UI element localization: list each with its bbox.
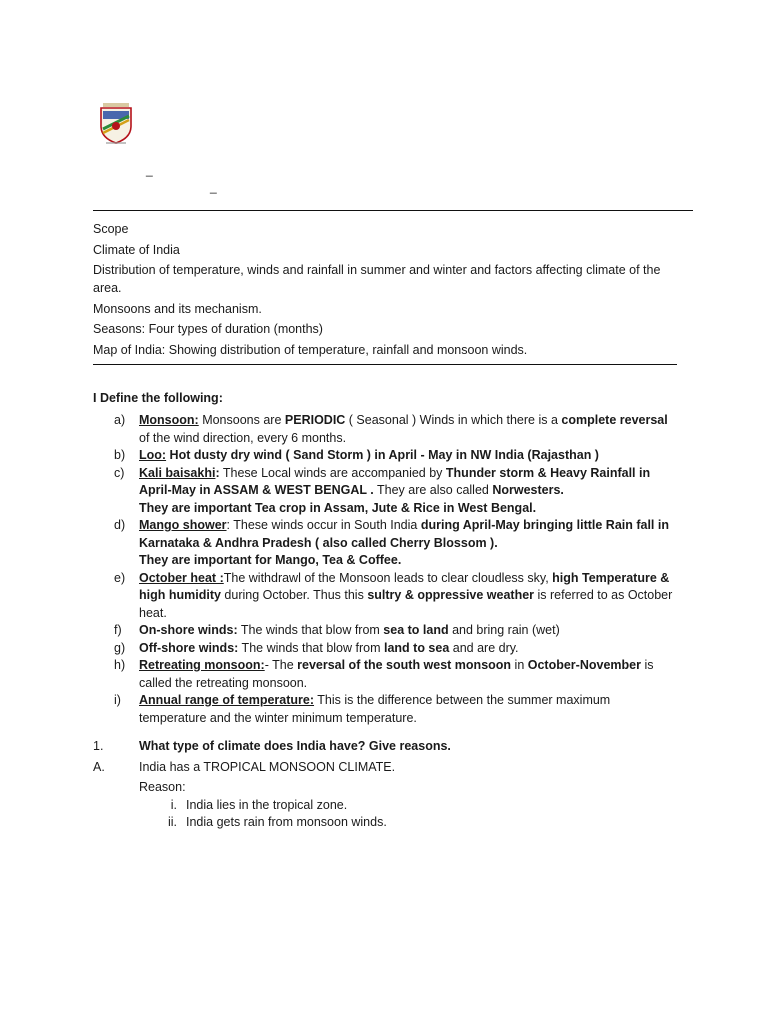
question-text: What type of climate does India have? Give reasons.: [139, 739, 451, 753]
section-heading: I Define the following:: [93, 391, 223, 405]
definition-term: October-November: [527, 658, 641, 672]
definition-fragment: These Local winds are accompanied by: [219, 465, 446, 480]
definition-item: [114, 447, 679, 465]
definition-term: Loo:: [139, 448, 167, 462]
divider-top: [93, 210, 693, 211]
definition-item: [114, 570, 679, 623]
definition-item: [114, 412, 679, 447]
definition-fragment: is called the retreating monsoon.: [139, 658, 654, 690]
definition-term: Hot dusty dry wind ( Sand Storm ) in April - May in NW India (Rajasthan ): [166, 448, 599, 462]
definition-letter: g): [114, 640, 126, 655]
definition-fragment: ( Seasonal ) Winds in which there is a: [345, 413, 562, 427]
definition-term: Monsoon:: [139, 413, 199, 427]
definition-item: [114, 657, 679, 692]
definition-item: [114, 692, 679, 727]
definition-fragment: The winds that blow from: [238, 640, 384, 655]
reason-number: i.: [170, 797, 177, 812]
definition-term: Annual range of temperature:: [139, 693, 315, 707]
definition-term: On-shore winds:: [139, 623, 238, 637]
definition-text: [139, 622, 679, 640]
definition-text: [139, 640, 679, 658]
definition-fragment: They are also called: [373, 483, 493, 497]
header-dash: _: [210, 180, 217, 194]
scope-line: Seasons: Four types of duration (months): [93, 322, 323, 337]
definition-letter: e): [114, 570, 126, 585]
scope-line: Distribution of temperature, winds and rainfall in summer and winter and factors affecting climate of the area.: [93, 263, 661, 295]
scope-line: Map of India: Showing distribution of temperature, rainfall and monsoon winds.: [93, 342, 528, 357]
definition-letter: d): [114, 518, 126, 532]
school-crest-logo: [93, 102, 139, 146]
reason-item: [139, 814, 683, 832]
definition-letter: f): [114, 623, 122, 637]
definition-term: They are important Tea crop in Assam, Jute & Rice in West Bengal.: [139, 500, 537, 515]
definition-text: [139, 657, 679, 692]
scope-section: [93, 221, 683, 363]
definition-text: [139, 465, 679, 518]
definition-term: They are important for Mango, Tea & Coffee.: [139, 553, 402, 567]
definition-term: PERIODIC: [284, 413, 346, 427]
definitions-list: [114, 412, 679, 727]
definition-term: Kali baisakhi: [139, 465, 216, 480]
definition-letter: h): [114, 658, 126, 672]
definition-term: Norwesters.: [492, 483, 564, 497]
definition-term: land to sea: [383, 640, 450, 655]
definition-term: reversal of the south west monsoon: [297, 658, 512, 672]
divider-scope: [93, 364, 677, 365]
answer-text: India has a TROPICAL MONSOON CLIMATE.: [139, 759, 396, 774]
definition-fragment: and are dry.: [449, 640, 519, 655]
question-block: [93, 738, 683, 832]
definition-fragment: This is the difference between the summer maximum temperature and the winter minimum temperature.: [139, 693, 611, 725]
reason-item: [139, 797, 683, 815]
definition-text: [139, 517, 679, 570]
definition-text: [139, 412, 679, 447]
definition-term: sultry & oppressive weather: [367, 588, 535, 602]
definition-fragment: - The: [264, 658, 298, 672]
definition-fragment: : These winds occur in South India: [226, 518, 421, 532]
definition-term: October heat :: [139, 570, 224, 585]
definition-term: Mango shower: [139, 518, 227, 532]
definition-text: [139, 692, 679, 727]
definition-term: during April-May bringing little Rain fall in Karnataka & Andhra Pradesh ( also called Cherry Blossom ).: [139, 518, 669, 550]
definition-term: complete reversal: [561, 413, 668, 427]
definition-term: sea to land: [383, 623, 449, 637]
reason-text: India lies in the tropical zone.: [186, 797, 348, 812]
definition-term: Retreating monsoon:: [139, 658, 265, 672]
reason-text: India gets rain from monsoon winds.: [186, 815, 387, 829]
definition-fragment: The winds that blow from: [237, 623, 384, 637]
definition-item: [114, 465, 679, 518]
definition-item: [114, 517, 679, 570]
definition-term: high Temperature & high humidity: [139, 570, 670, 602]
definition-item: [114, 622, 679, 640]
definition-fragment: Monsoons are: [198, 413, 285, 427]
definition-fragment: of the wind direction, every 6 months.: [139, 430, 347, 445]
scope-line: Climate of India: [93, 242, 180, 257]
answer-label: A.: [93, 759, 105, 774]
definition-fragment: The withdrawl of the Monsoon leads to clear cloudless sky,: [223, 570, 553, 585]
definition-text: [139, 447, 679, 465]
reason-label: Reason:: [139, 780, 186, 794]
definition-term: Off-shore winds:: [139, 640, 239, 655]
definition-term: :: [215, 465, 220, 480]
scope-line: Monsoons and its mechanism.: [93, 301, 262, 316]
definition-text: [139, 570, 679, 623]
definition-term: Thunder storm & Heavy Rainfall in April-May in ASSAM & WEST BENGAL .: [139, 465, 651, 497]
reason-list: [139, 797, 683, 832]
definition-fragment: during October. Thus this: [220, 588, 368, 602]
definition-fragment: is referred to as October heat.: [139, 588, 673, 620]
definition-fragment: and bring rain (wet): [448, 623, 560, 637]
definition-fragment: in: [511, 658, 528, 672]
definition-letter: a): [114, 413, 126, 427]
header-dash: _: [146, 163, 153, 177]
reason-number: ii.: [167, 815, 177, 829]
question-number: 1.: [93, 739, 104, 753]
definition-letter: i): [114, 693, 121, 707]
definition-letter: c): [114, 465, 125, 480]
definition-item: [114, 640, 679, 658]
scope-heading: Scope: [93, 222, 129, 236]
definition-letter: b): [114, 448, 126, 462]
